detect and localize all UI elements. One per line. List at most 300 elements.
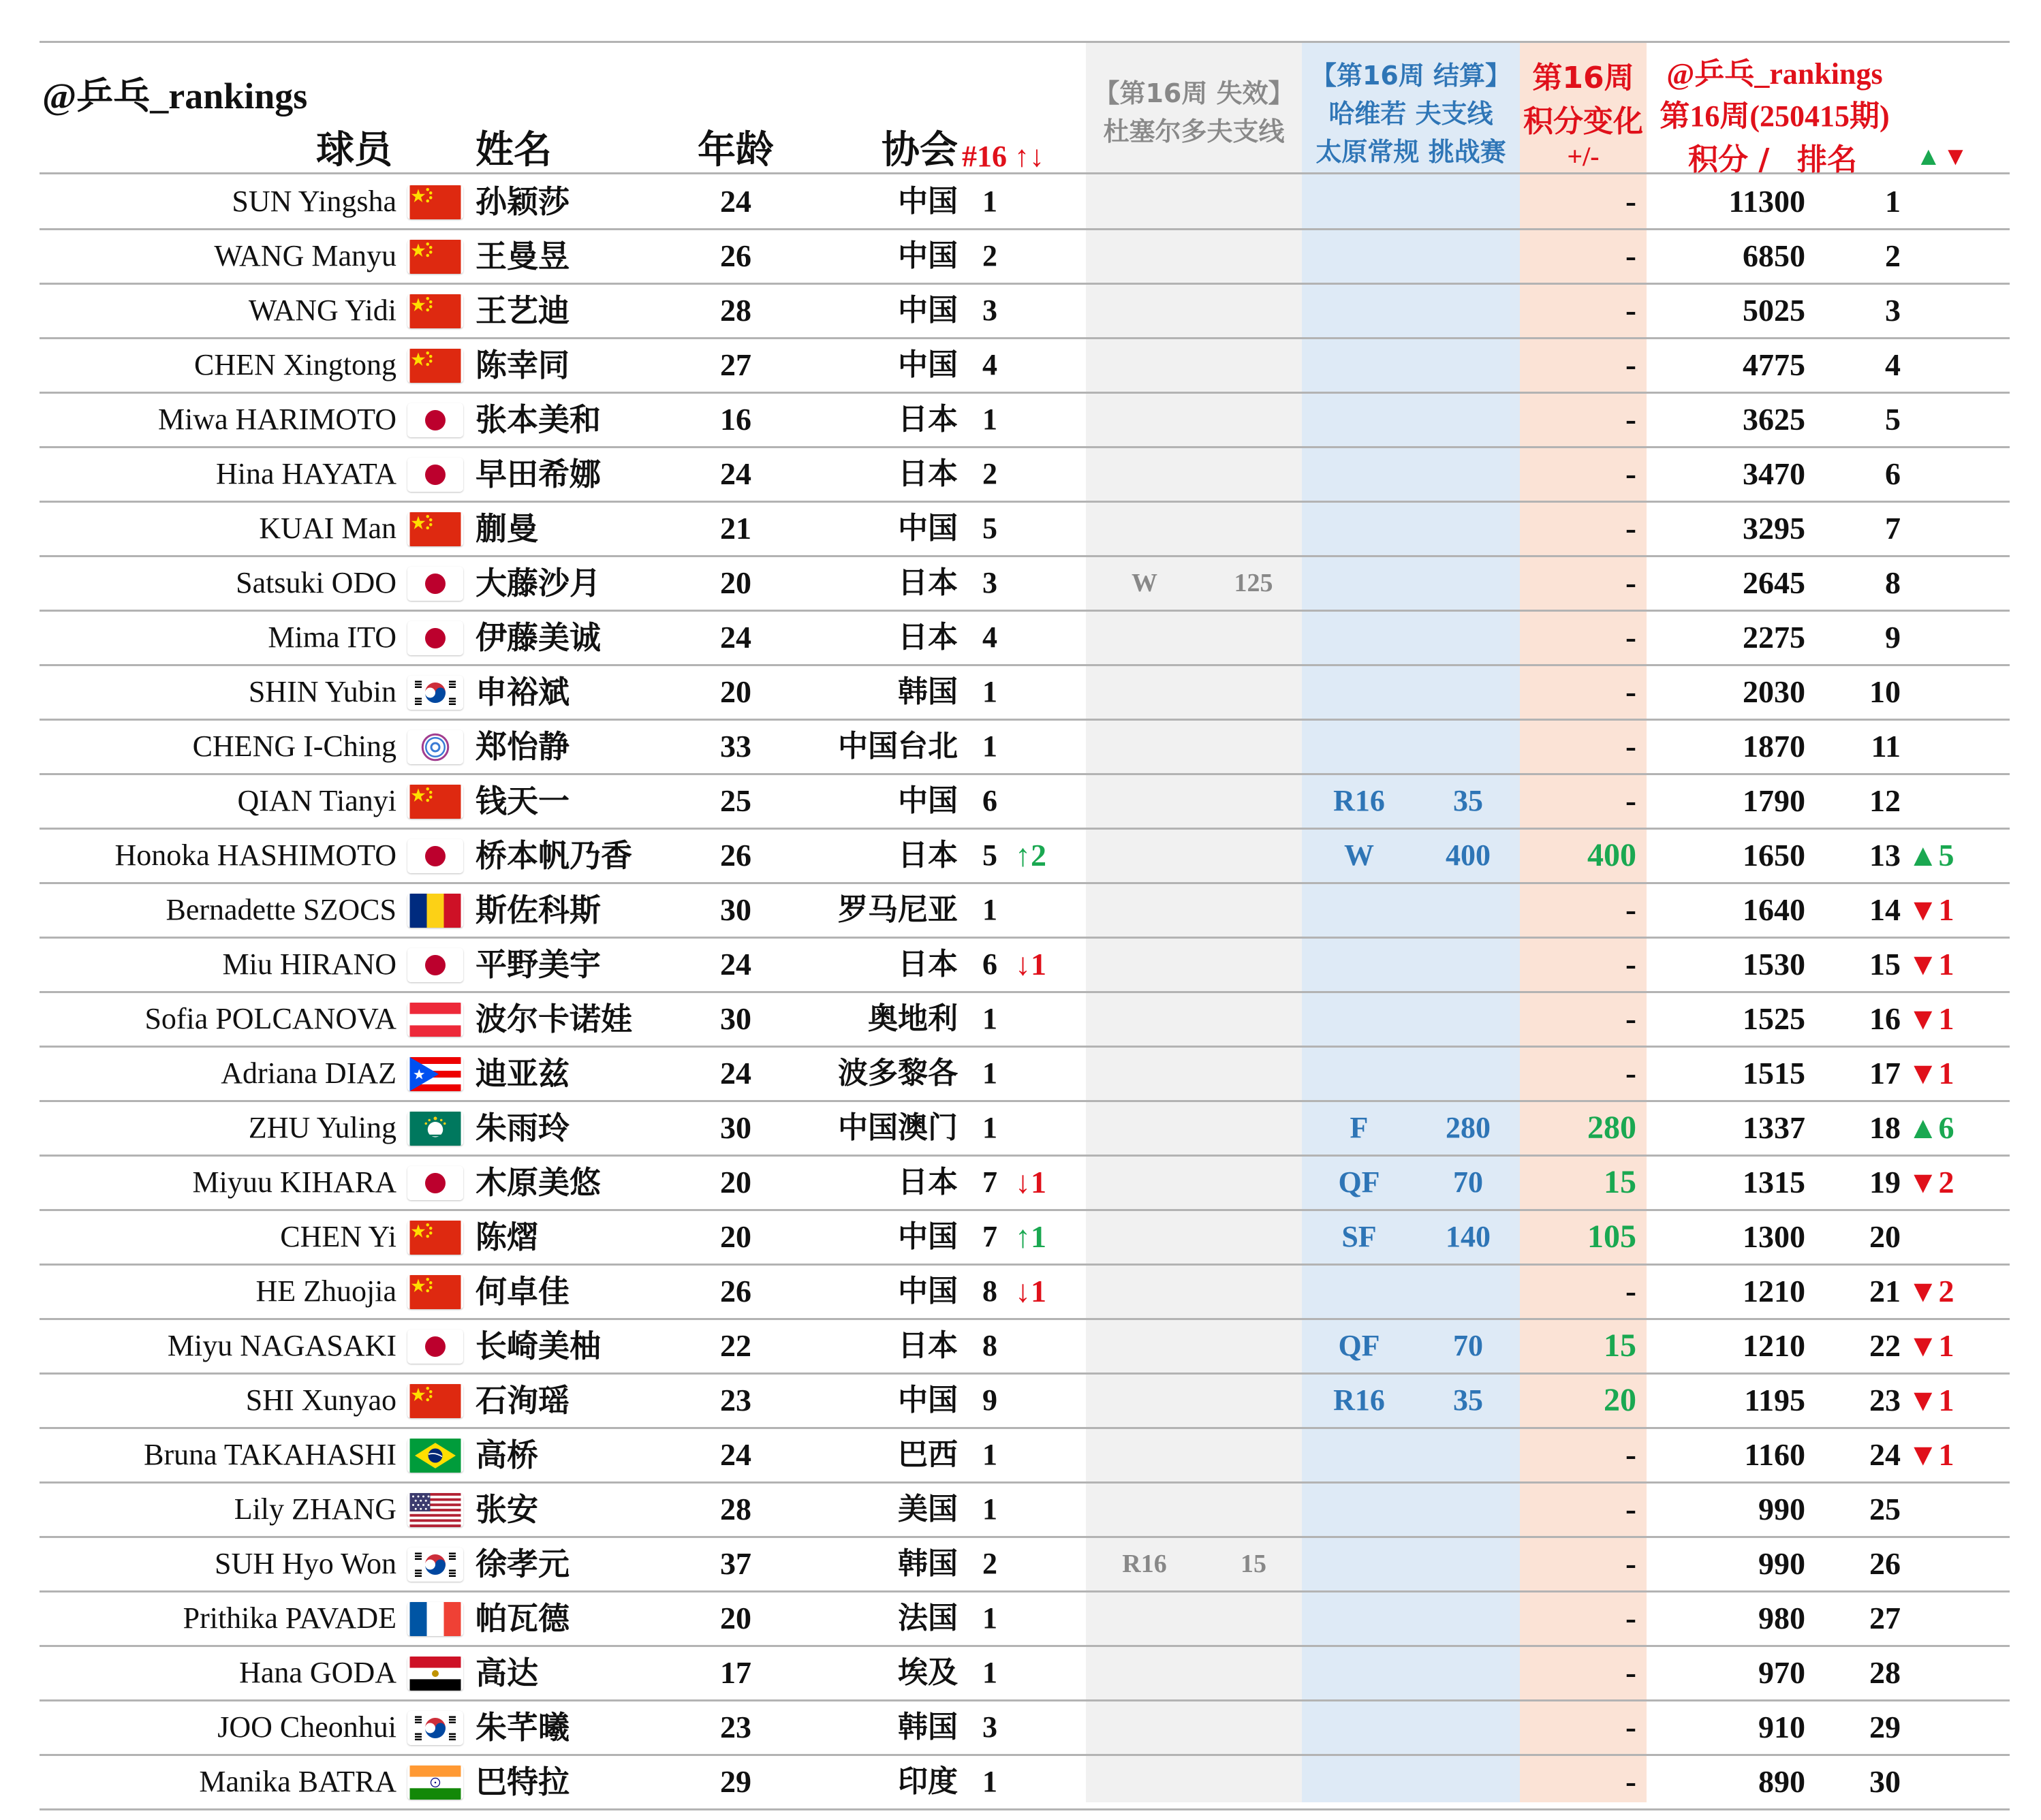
association-rank-change — [1015, 993, 1083, 1045]
china-flag-icon — [407, 1275, 463, 1309]
expired-result — [1104, 1592, 1185, 1644]
points-change: - — [1625, 1055, 1636, 1091]
player-name-en: JOO Cheonhui — [217, 1710, 396, 1744]
romania-flag-icon — [407, 894, 463, 928]
player-age: 24 — [720, 1437, 751, 1472]
player-name-en: Lily ZHANG — [234, 1492, 396, 1526]
player-name-cn: 高桥 — [476, 1437, 538, 1473]
japan-flag-icon — [407, 948, 463, 982]
player-name-cn: 平野美宇 — [476, 946, 601, 983]
player-age: 24 — [720, 620, 751, 655]
settled-result: QF — [1338, 1329, 1380, 1362]
association-rank: 8 — [982, 1329, 997, 1362]
expired-result — [1104, 1647, 1185, 1699]
association-rank: 1 — [982, 1492, 997, 1526]
france-flag-icon — [407, 1602, 463, 1636]
points-change: - — [1625, 946, 1636, 982]
expired-result: W — [1132, 569, 1157, 597]
player-age: 37 — [720, 1546, 751, 1581]
player-name-cn: 张本美和 — [476, 401, 601, 438]
row-divider — [40, 1808, 2010, 1810]
settled-result — [1322, 666, 1397, 718]
settled-points: 400 — [1446, 838, 1491, 872]
expired-points — [1219, 939, 1288, 990]
table-row — [0, 1429, 2041, 1481]
settled-points — [1431, 1592, 1506, 1644]
settled-points — [1431, 939, 1506, 990]
ranking-points: 11300 — [1728, 184, 1805, 219]
points-change: 15 — [1604, 1328, 1636, 1364]
rank-movement: ▼1 — [1907, 1383, 1954, 1417]
settled-points — [1431, 884, 1506, 936]
player-association: 日本 — [898, 402, 958, 437]
expired-result — [1104, 1701, 1185, 1753]
association-rank-change — [1015, 1647, 1083, 1699]
rank-movement — [1907, 503, 2003, 554]
player-association: 韩国 — [898, 674, 958, 709]
expired-points — [1219, 1320, 1288, 1372]
association-rank-change — [1015, 176, 1083, 227]
change-header-line2: 积分变化 — [1523, 104, 1643, 139]
settled-result — [1322, 230, 1397, 282]
usa-flag-icon — [407, 1493, 463, 1527]
points-change: - — [1625, 1437, 1636, 1473]
player-age: 24 — [720, 456, 751, 491]
rank-movement: ▼2 — [1907, 1274, 1954, 1308]
settled-result — [1322, 721, 1397, 772]
player-name-en: Prithika PAVADE — [183, 1601, 396, 1635]
settled-result — [1322, 1701, 1397, 1753]
expired-result — [1104, 339, 1185, 391]
col-move-header: ▲▼ — [1916, 142, 1970, 171]
association-rank-change — [1015, 1592, 1083, 1644]
table-row — [0, 1484, 2041, 1535]
expired-points — [1219, 884, 1288, 936]
player-age: 26 — [720, 1274, 751, 1308]
world-rank: 14 — [1869, 892, 1901, 927]
expired-result — [1104, 939, 1185, 990]
player-association: 日本 — [898, 1328, 958, 1363]
expired-result — [1104, 666, 1185, 718]
settled-points — [1431, 1429, 1506, 1481]
table-row — [0, 993, 2041, 1045]
player-name-cn: 帕瓦德 — [476, 1600, 570, 1637]
player-age: 28 — [720, 293, 751, 328]
association-rank-change — [1015, 230, 1083, 282]
association-rank: 1 — [982, 403, 997, 436]
player-age: 20 — [720, 1219, 751, 1254]
right-handle: @乒乓_rankings — [1666, 57, 1883, 91]
player-age: 26 — [720, 838, 751, 873]
player-name-cn: 王曼昱 — [476, 238, 570, 274]
rank-movement — [1907, 176, 2003, 227]
rank-movement: ▼1 — [1907, 1056, 1954, 1091]
china-flag-icon — [407, 785, 463, 819]
settled-points — [1431, 557, 1506, 609]
india-flag-icon — [407, 1766, 463, 1800]
points-change: - — [1625, 1546, 1636, 1582]
top-rule — [40, 41, 2010, 43]
player-association: 中国 — [898, 1219, 958, 1254]
settled-result: R16 — [1333, 1383, 1385, 1417]
player-name-en: SHI Xunyao — [245, 1383, 396, 1417]
world-rank: 15 — [1869, 947, 1901, 982]
player-name-cn: 斯佐科斯 — [476, 892, 601, 928]
association-rank-change — [1015, 1538, 1083, 1590]
association-rank: 1 — [982, 1002, 997, 1035]
player-association: 中国 — [898, 783, 958, 818]
association-rank: 4 — [982, 621, 997, 654]
settled-points — [1431, 666, 1506, 718]
points-change: 105 — [1587, 1219, 1636, 1255]
points-change: 15 — [1604, 1164, 1636, 1200]
expired-points: 125 — [1234, 569, 1273, 597]
china-flag-icon — [407, 294, 463, 328]
player-age: 26 — [720, 238, 751, 273]
player-name-cn: 桥本帆乃香 — [476, 837, 632, 874]
association-rank: 3 — [982, 1710, 997, 1744]
world-rank: 3 — [1885, 293, 1901, 328]
china-flag-icon — [407, 1384, 463, 1418]
expired-result: R16 — [1122, 1550, 1167, 1578]
settled-points — [1431, 1266, 1506, 1317]
expired-result — [1104, 1157, 1185, 1208]
association-rank: 1 — [982, 675, 997, 708]
player-age: 25 — [720, 783, 751, 818]
player-age: 33 — [720, 729, 751, 764]
settle-header-line1: 【第16周 结算】 — [1310, 61, 1512, 91]
world-rank: 20 — [1869, 1219, 1901, 1254]
player-age: 20 — [720, 674, 751, 709]
rank-movement: ▼1 — [1907, 892, 1954, 927]
association-rank-change — [1015, 285, 1083, 336]
points-change: - — [1625, 619, 1636, 655]
table-row — [0, 884, 2041, 936]
player-age: 16 — [720, 402, 751, 437]
player-association: 法国 — [898, 1601, 958, 1635]
player-age: 20 — [720, 1165, 751, 1199]
settle-header-line3: 太原常规 挑战赛 — [1315, 137, 1506, 167]
player-association: 奥地利 — [868, 1001, 958, 1036]
world-rank: 18 — [1869, 1110, 1901, 1145]
settled-result — [1322, 339, 1397, 391]
expired-points: 15 — [1241, 1550, 1266, 1578]
rank-movement — [1907, 557, 2003, 609]
expired-points — [1219, 1701, 1288, 1753]
rank-movement — [1907, 1484, 2003, 1535]
player-name-en: Hana GODA — [239, 1656, 396, 1689]
settled-result: F — [1350, 1111, 1369, 1144]
player-association: 日本 — [898, 838, 958, 873]
world-rank: 16 — [1869, 1001, 1901, 1036]
association-rank: 1 — [982, 1111, 997, 1144]
association-rank: 5 — [982, 838, 997, 872]
player-name-cn: 张安 — [476, 1491, 538, 1528]
settled-result — [1322, 884, 1397, 936]
table-row — [0, 1211, 2041, 1263]
rank-movement — [1907, 285, 2003, 336]
association-rank-change: ↑2 — [1015, 838, 1046, 873]
japan-flag-icon — [407, 839, 463, 873]
player-name-en: Satsuki ODO — [236, 566, 396, 599]
table-row — [0, 830, 2041, 881]
rank-movement — [1907, 1701, 2003, 1753]
player-name-en: WANG Manyu — [214, 239, 396, 272]
world-rank: 10 — [1869, 674, 1901, 709]
expired-result — [1104, 884, 1185, 936]
table-row — [0, 721, 2041, 772]
col-age-header: 年龄 — [698, 128, 774, 172]
player-name-cn: 申裕斌 — [476, 674, 570, 710]
ranking-points: 1530 — [1743, 947, 1805, 982]
association-rank: 7 — [982, 1220, 997, 1253]
player-name-cn: 蒯曼 — [476, 510, 538, 547]
ranking-points: 1870 — [1743, 729, 1805, 764]
player-association: 日本 — [898, 620, 958, 655]
player-association: 中国 — [898, 184, 958, 219]
world-rank: 6 — [1885, 456, 1901, 491]
expired-result — [1104, 448, 1185, 500]
ranking-points: 4775 — [1743, 347, 1805, 382]
player-association: 巴西 — [898, 1437, 958, 1472]
association-rank-change: ↑1 — [1015, 1219, 1046, 1254]
settled-result — [1322, 612, 1397, 663]
settled-points — [1431, 1048, 1506, 1099]
expired-header-line1: 【第16周 失效】 — [1093, 78, 1294, 108]
player-name-cn: 郑怡静 — [476, 728, 570, 765]
expired-points — [1219, 1266, 1288, 1317]
player-association: 罗马尼亚 — [838, 892, 958, 927]
korea-flag-icon — [407, 676, 463, 710]
world-rank: 17 — [1869, 1056, 1901, 1091]
association-rank-change — [1015, 1048, 1083, 1099]
association-rank: 3 — [982, 294, 997, 327]
association-rank-change — [1015, 884, 1083, 936]
world-rank: 11 — [1871, 729, 1901, 764]
player-name-cn: 钱天一 — [476, 783, 570, 819]
rank-movement — [1907, 230, 2003, 282]
player-association: 日本 — [898, 456, 958, 491]
world-rank: 24 — [1869, 1437, 1901, 1472]
player-name-en: HE Zhuojia — [255, 1274, 396, 1308]
player-name-en: Bernadette SZOCS — [166, 893, 396, 926]
association-rank-change — [1015, 721, 1083, 772]
player-name-en: Honoka HASHIMOTO — [114, 838, 396, 872]
china-flag-icon — [407, 240, 463, 274]
tpe-flag-icon — [407, 730, 463, 764]
expired-points — [1219, 176, 1288, 227]
table-row — [0, 1102, 2041, 1154]
settled-result: SF — [1341, 1220, 1377, 1253]
player-name-en: Miwa HARIMOTO — [158, 403, 396, 436]
rank-movement: ▼1 — [1907, 947, 1954, 982]
expired-points — [1219, 503, 1288, 554]
japan-flag-icon — [407, 458, 463, 492]
player-association: 韩国 — [898, 1546, 958, 1581]
settled-result — [1322, 939, 1397, 990]
settled-result — [1322, 1266, 1397, 1317]
expired-result — [1104, 993, 1185, 1045]
settled-points: 35 — [1453, 1383, 1483, 1417]
china-flag-icon — [407, 349, 463, 383]
ranking-points: 970 — [1758, 1655, 1805, 1690]
association-rank: 7 — [982, 1165, 997, 1199]
expired-points — [1219, 448, 1288, 500]
expired-result — [1104, 1048, 1185, 1099]
association-rank: 6 — [982, 947, 997, 981]
player-name-cn: 石洵瑶 — [476, 1382, 570, 1419]
expired-points — [1219, 394, 1288, 445]
settled-result — [1322, 1429, 1397, 1481]
settled-result — [1322, 394, 1397, 445]
korea-flag-icon — [407, 1548, 463, 1582]
settled-result — [1322, 448, 1397, 500]
player-age: 30 — [720, 1001, 751, 1036]
player-age: 20 — [720, 1601, 751, 1635]
player-association: 中国澳门 — [838, 1110, 958, 1145]
expired-points — [1219, 230, 1288, 282]
points-change: - — [1625, 183, 1636, 219]
col-assoc-rank-header: #16 ↑↓ — [962, 140, 1044, 173]
table-row — [0, 1048, 2041, 1099]
settled-result — [1322, 503, 1397, 554]
table-row — [0, 775, 2041, 827]
japan-flag-icon — [407, 567, 463, 601]
settled-points — [1431, 1756, 1506, 1808]
table-row — [0, 503, 2041, 554]
settled-points — [1431, 993, 1506, 1045]
association-rank-change — [1015, 1375, 1083, 1426]
rank-movement — [1907, 1647, 2003, 1699]
settled-result: QF — [1338, 1165, 1380, 1199]
ranking-points: 1160 — [1744, 1437, 1805, 1472]
player-age: 29 — [720, 1764, 751, 1799]
ranking-points: 3295 — [1743, 511, 1805, 546]
player-association: 韩国 — [898, 1710, 958, 1744]
player-name-en: SHIN Yubin — [248, 675, 396, 708]
austria-flag-icon — [407, 1003, 463, 1037]
player-name-en: CHEN Yi — [280, 1220, 396, 1253]
settled-result — [1322, 1756, 1397, 1808]
association-rank-change — [1015, 339, 1083, 391]
rank-movement — [1907, 1756, 2003, 1808]
ranking-points: 1315 — [1743, 1165, 1805, 1199]
expired-points — [1219, 666, 1288, 718]
settled-points — [1431, 285, 1506, 336]
points-change: - — [1625, 292, 1636, 328]
ranking-points: 1210 — [1743, 1274, 1805, 1308]
expired-result — [1104, 1756, 1185, 1808]
settled-result — [1322, 285, 1397, 336]
settled-result — [1322, 557, 1397, 609]
association-rank-change: ↓1 — [1015, 947, 1046, 982]
table-row — [0, 230, 2041, 282]
association-rank: 6 — [982, 784, 997, 817]
player-name-cn: 朱雨玲 — [476, 1110, 570, 1146]
points-change: - — [1625, 783, 1636, 819]
association-rank: 1 — [982, 1056, 997, 1090]
association-rank-change — [1015, 1320, 1083, 1372]
expired-result — [1104, 1266, 1185, 1317]
ranking-points: 1195 — [1744, 1383, 1805, 1417]
points-change: - — [1625, 347, 1636, 383]
player-association: 中国 — [898, 293, 958, 328]
rank-movement — [1907, 1592, 2003, 1644]
expired-header-line2: 杜塞尔多夫支线 — [1103, 116, 1285, 146]
china-flag-icon — [407, 1221, 463, 1255]
settled-points — [1431, 1484, 1506, 1535]
player-age: 24 — [720, 184, 751, 219]
player-association: 中国台北 — [838, 729, 958, 764]
player-name-cn: 早田希娜 — [476, 456, 601, 492]
player-age: 27 — [720, 347, 751, 382]
handle-title: @乒乓_rankings — [42, 76, 308, 116]
settled-result — [1322, 1592, 1397, 1644]
player-association: 波多黎各 — [838, 1056, 958, 1091]
col-name-header: 姓名 — [476, 128, 552, 172]
player-name-en: CHEN Xingtong — [194, 348, 396, 381]
right-period: 第16周(250415期) — [1660, 99, 1890, 133]
player-name-cn: 木原美悠 — [476, 1164, 601, 1201]
ranking-points: 2275 — [1743, 620, 1805, 655]
settled-result — [1322, 993, 1397, 1045]
col-points-header: 积分 / — [1688, 142, 1770, 177]
ranking-points: 990 — [1758, 1546, 1805, 1581]
player-name-en: Miyuu KIHARA — [192, 1165, 396, 1199]
expired-points — [1219, 993, 1288, 1045]
points-change: - — [1625, 565, 1636, 601]
settled-result — [1322, 1484, 1397, 1535]
player-name-en: Miu HIRANO — [222, 947, 396, 981]
player-association: 日本 — [898, 947, 958, 982]
player-age: 20 — [720, 565, 751, 600]
world-rank: 26 — [1869, 1546, 1901, 1581]
macau-flag-icon — [407, 1112, 463, 1146]
rank-movement: ▼2 — [1907, 1165, 1954, 1199]
settled-points — [1431, 1701, 1506, 1753]
world-rank: 28 — [1869, 1655, 1901, 1690]
player-name-cn: 王艺迪 — [476, 292, 570, 329]
association-rank: 9 — [982, 1383, 997, 1417]
player-association: 中国 — [898, 511, 958, 546]
player-name-en: Bruna TAKAHASHI — [144, 1438, 396, 1471]
world-rank: 22 — [1869, 1328, 1901, 1363]
world-rank: 9 — [1885, 620, 1901, 655]
points-change: - — [1625, 510, 1636, 546]
player-name-cn: 长崎美柚 — [476, 1328, 601, 1364]
table-row — [0, 394, 2041, 445]
settled-points — [1431, 1647, 1506, 1699]
player-association: 中国 — [898, 1274, 958, 1308]
player-age: 21 — [720, 511, 751, 546]
association-rank-change — [1015, 612, 1083, 663]
table-row — [0, 1701, 2041, 1753]
association-rank: 2 — [982, 1547, 997, 1580]
expired-points — [1219, 1102, 1288, 1154]
ranking-points: 2030 — [1743, 674, 1805, 709]
expired-result — [1104, 176, 1185, 227]
expired-points — [1219, 1375, 1288, 1426]
association-rank: 1 — [982, 1656, 997, 1689]
ranking-points: 1337 — [1743, 1110, 1805, 1145]
player-name-cn: 波尔卡诺娃 — [476, 1001, 632, 1037]
expired-points — [1219, 1157, 1288, 1208]
expired-points — [1219, 1484, 1288, 1535]
player-name-cn: 徐孝元 — [476, 1546, 570, 1582]
ranking-points: 910 — [1758, 1710, 1805, 1744]
association-rank: 1 — [982, 185, 997, 218]
ranking-points: 1650 — [1743, 838, 1805, 873]
